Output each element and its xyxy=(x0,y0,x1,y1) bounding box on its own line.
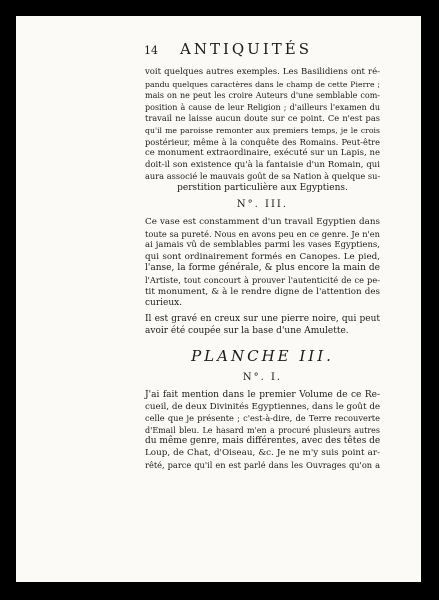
paragraph-basilidiens xyxy=(145,67,380,195)
section-number-i: N°. I. xyxy=(242,372,283,383)
text-line: postérieur, même à la conquête des Romains. Peut-être xyxy=(145,136,380,147)
text-line: Loup, de Chat, d'Oiseau, &c. Je ne m'y suis point ar- xyxy=(145,447,380,458)
text-line: J'ai fait mention dans le premier Volume de ce Re- xyxy=(145,390,380,400)
text-line: Ce vase est constamment d'un travail Egyptien dans xyxy=(145,217,380,227)
text-line: tit monument, & à le rendre digne de l'attention des xyxy=(145,286,380,297)
text-line: celle que je présente ; c'est-à-dire, de Terre recouverte xyxy=(145,413,380,424)
text-line: Il est gravé en creux sur une pierre noire, qui peut xyxy=(145,314,380,324)
text-line: cueil, de deux Divinités Egyptiennes, dans le goût de xyxy=(145,401,381,412)
text-line: qui sont ordinairement formés en Canopes. Le pied, xyxy=(145,251,380,262)
running-title: ANTIQUITÉS xyxy=(180,40,312,58)
text-line: aura associé le mauvais goût de sa Nation à quelque su- xyxy=(145,171,381,182)
section-number-iii: N°. III. xyxy=(236,199,289,210)
paragraph-divinites xyxy=(145,390,380,471)
text-line: du même genre, mais différentes, avec des têtes de xyxy=(145,436,381,447)
text-line: travail ne laisse aucun doute sur ce point. Ce n'est pas xyxy=(145,113,380,124)
text-line: voit quelques autres exemples. Les Basilidiens ont ré- xyxy=(145,67,380,77)
text-line: avoir été coupée sur la base d'une Amulette. xyxy=(145,325,349,336)
text-line: mais on ne peut les croire Auteurs d'une semblable com- xyxy=(145,91,380,101)
text-line: pandu quelques caractères dans le champ de cette Pierre ; xyxy=(145,79,380,89)
text-line: doit-il son existence qu'à la fantaisie d'un Romain, qui xyxy=(145,159,380,170)
running-head xyxy=(16,40,421,62)
book-page xyxy=(16,16,421,582)
text-line: l'Artiste, tout concourt à prouver l'autenticité de ce pe- xyxy=(145,274,380,285)
plate-title: PLANCHE III. xyxy=(191,347,334,365)
page-number: 14 xyxy=(144,44,158,57)
text-line: ai jamais vû de semblables parmi les vases Egyptiens, xyxy=(145,240,380,251)
text-line: rêté, parce qu'il en est parlé dans les Ouvrages qu'on a xyxy=(145,459,380,470)
text-line: position à cause de leur Religion ; d'ailleurs l'examen du xyxy=(145,102,380,112)
text-line: qu'il me paroisse remonter aux premiers temps, je le crois xyxy=(145,125,380,135)
text-line: toute sa pureté. Nous en avons peu en ce genre. Je n'en xyxy=(145,228,380,239)
text-line: perstition particulière aux Egyptiens. xyxy=(177,182,348,193)
text-line: l'anse, la forme générale, & plus encore la main de xyxy=(145,263,380,274)
paragraph-pierre-noire xyxy=(145,314,380,337)
text-line: ce monument extraordinaire, exécuté sur un Lapis, ne xyxy=(145,148,380,159)
paragraph-vase xyxy=(145,217,380,310)
text-line: curieux. xyxy=(145,298,183,309)
text-line: d'Email bleu. Le hasard m'en a procuré plusieurs autres xyxy=(145,425,380,435)
